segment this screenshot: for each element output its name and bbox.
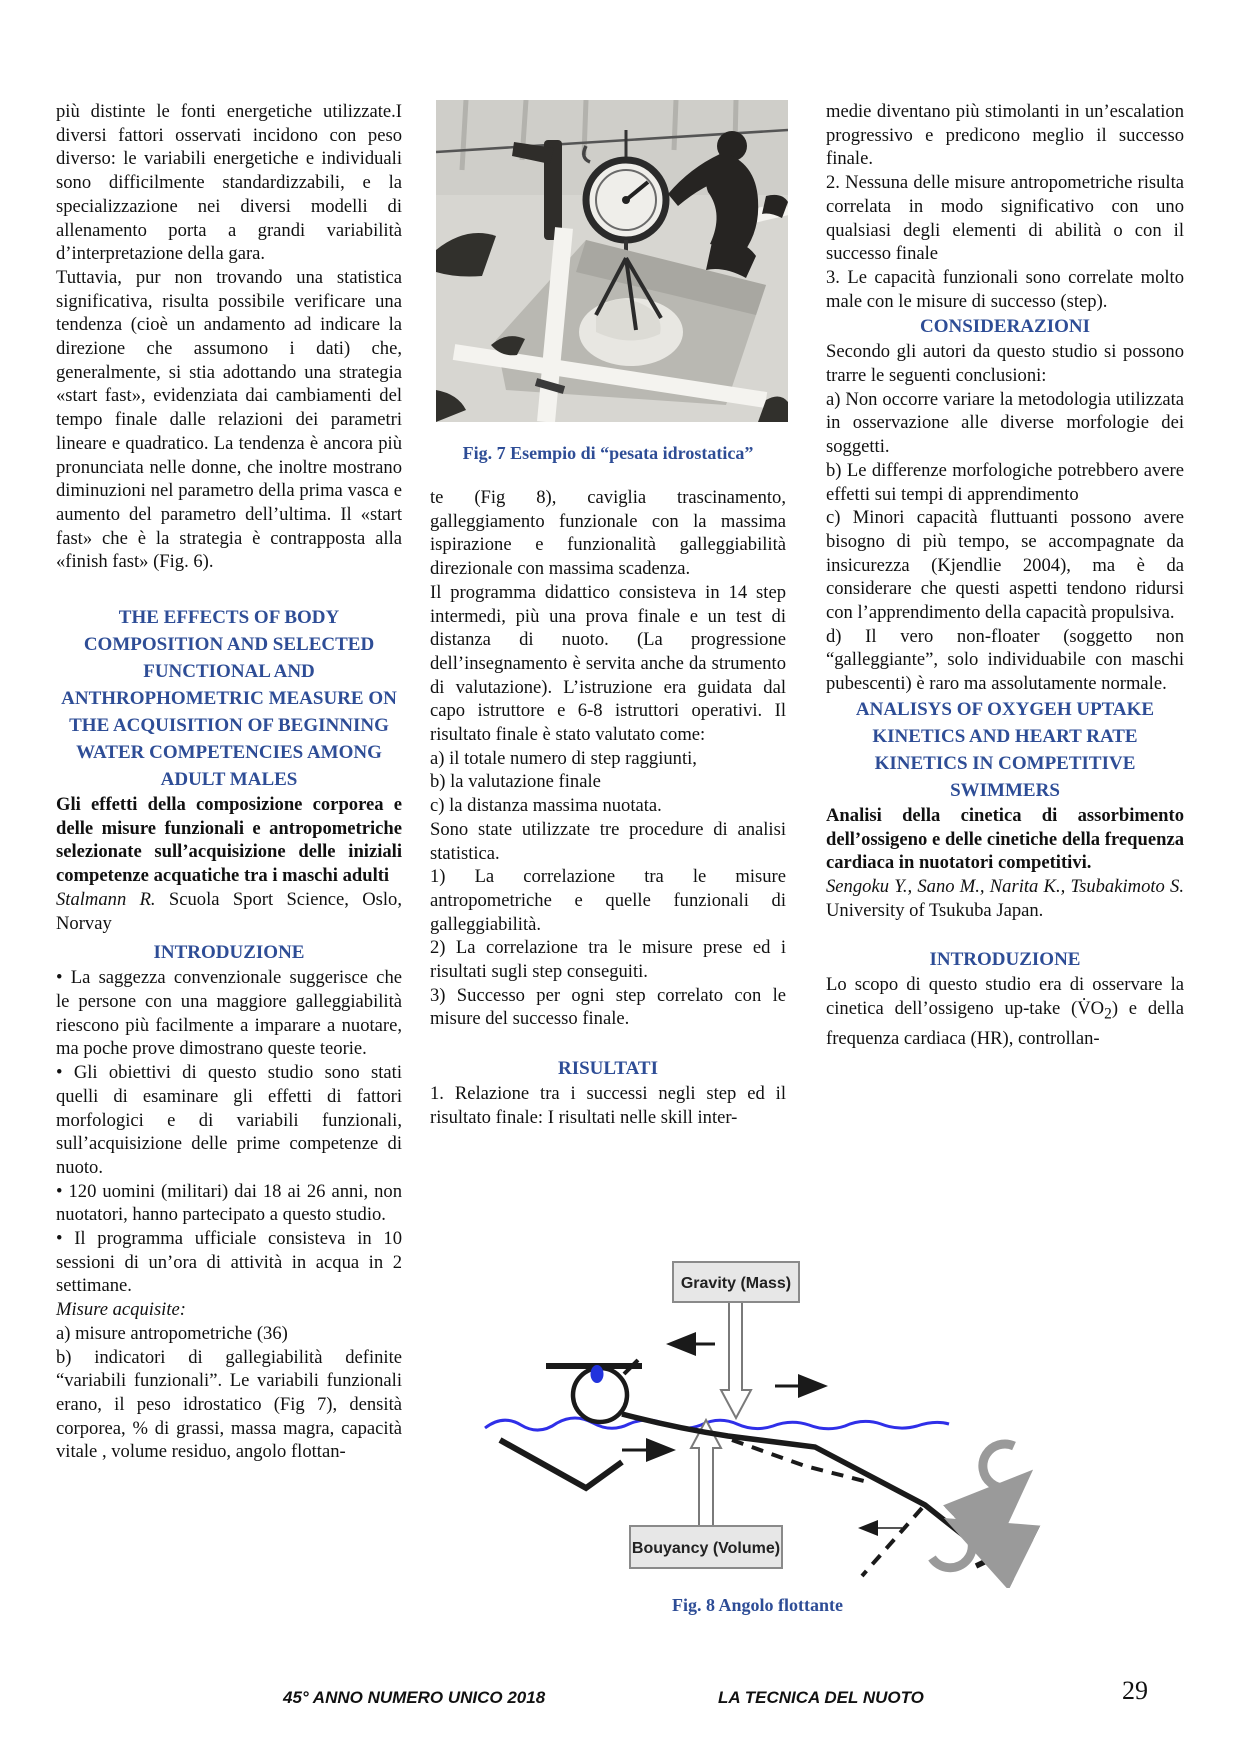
footer-issue: 45° ANNO NUMERO UNICO 2018 (283, 1688, 546, 1707)
middle-column (430, 100, 786, 1130)
article-title-it-2: Analisi della cinetica di assorbimento dell’ossigeno e delle cinetiche della frequenza cardiaca in nuotatori competitivi. (826, 804, 1184, 874)
fig8-caption: Fig. 8 Angolo flottante (672, 1595, 843, 1615)
gravity-label: Gravity (Mass) (680, 1275, 792, 1292)
article-title-en-2: ANALISYS OF OXYGEH UPTAKE KINETICS AND HEART RATE KINETICS IN COMPETITIVE SWIMMERS (855, 698, 1155, 801)
goggle-dot (591, 1365, 604, 1383)
list-item: 2) La correlazione tra le misure prese ed i risultati sugli step conseguiti. (430, 937, 786, 983)
bullet-item: • 120 uomini (militari) dai 18 ai 26 anni, non nuotatori, hanno partecipato a questo studio. (56, 1180, 402, 1226)
list-item: 1) La correlazione tra le misure antropometriche e quelle funzionali di galleggiabilità. (430, 866, 786, 935)
dashed-leg-line (862, 1508, 922, 1576)
list-item: 3) Successo per ogni step correlato con le misure del successo finale. (430, 984, 786, 1030)
list-item: d) Il vero non-floater (soggetto non “galleggiante”, solo individuabile con maschi pubescenti) è raro ma assolutamente normale. (826, 625, 1184, 695)
list-item: a) il totale numero di step raggiunti, (430, 747, 697, 769)
paragraph: 1. Relazione tra i successi negli step ed il risultato finale: I risultati nelle skill inter- (430, 1083, 786, 1128)
bullet-item: • La saggezza convenzionale suggerisce che le persone con una maggiore galleggiabilità riescono più facilmente a imparare a nuotare, ma poche prove dimostrano queste teorie. (56, 967, 402, 1060)
right-column (826, 100, 1184, 1050)
author-line (56, 888, 402, 935)
list-item: b) indicatori di gallegiabilità definite “variabili funzionali”. Le variabili funzionali erano, il peso idrostatico (Fig 7), densità corporea, % di grassi, massa magra, capacità vitale , volume residuo, angolo flottan- (56, 1346, 402, 1463)
list-item: a) Non occorre variare la metodologia utilizzata in osservazione alle diverse morfologie dei soggetti. (826, 388, 1184, 458)
paragraph-text: Lo scopo di questo studio era di osservare la cinetica dell’ossigeno up-take (V̇O (826, 974, 1184, 1020)
paragraph (826, 973, 1184, 1050)
section-heading-introduzione: INTRODUZIONE (153, 942, 305, 964)
paragraph: più distinte le fonti energetiche utilizzate.I diversi fattori osservati incidono con peso diverso: le variabili energetiche e individuali sono difficilmente standardizzabili, e la specializzazione nei diversi modelli di allenamento porta a grandi variabilità d’interpretazione della gara. (56, 101, 402, 265)
author-name: Stalmann R. (56, 888, 156, 910)
authors-line (826, 875, 1184, 922)
lower-arm-line (500, 1440, 622, 1488)
footer-journal-title: LA TECNICA DEL NUOTO (718, 1688, 924, 1707)
bullet-item: • Gli obiettivi di questo studio sono stati quelli di esaminare gli effetti di fattori morfologici e di variabili funzionali, sull’acquisizione delle prime competenze di nuoto. (56, 1062, 402, 1178)
fig8-diagram (470, 1228, 1045, 1588)
article-title-en: THE EFFECTS OF BODY COMPOSITION AND SELECTED FUNCTIONAL AND ANTHROPHOMETRIC MEASURE ON THE ACQUISITION OF BEGINNING WATER COMPETENCIES AMONG ADULT MALES (61, 607, 397, 791)
fig7-caption: Fig. 7 Esempio di “pesata idrostatica” (462, 443, 754, 463)
section-heading-introduzione-2: INTRODUZIONE (929, 949, 1081, 971)
misure-label: Misure acquisite: (56, 1299, 186, 1321)
paragraph: Il programma didattico consisteva in 14 step intermedi, più una prova finale e un test di distanza di nuoto. (La progressione dell’insegnamento è servita anche da strumento di valutazione). L’istruzione era guidata dal capo istruttore e 6-8 istruttori operativi. Il risultato finale è stato valutato come: (430, 581, 786, 746)
list-item: c) la distanza massima nuotata. (430, 795, 662, 817)
fig7-photo (436, 100, 788, 422)
paragraph: Sono state utilizzate tre procedure di analisi statistica. (430, 818, 786, 864)
list-item: c) Minori capacità fluttuanti possono avere bisogno di più tempo, se accompagnate da insicurezza (Kjendlie 2004), ma è da considerare che questi aspetti tendono ridursi con l’apprendimento della capacità propulsiva. (826, 507, 1184, 624)
subscript-2: 2 (1104, 1005, 1112, 1023)
gravity-arrow (721, 1302, 751, 1418)
author-affiliation: Scuola Sport Science, Oslo, Norvay (56, 888, 402, 934)
paragraph: te (Fig 8), caviglia trascinamento, galleggiamento funzionale con la massima ispirazione e funzionalità galleggiabilità direzionale con massima scadenza. (430, 487, 786, 580)
left-column (56, 100, 402, 1464)
list-item: b) Le differenze morfologiche potrebbero avere effetti sui tempi di apprendimento (826, 459, 1184, 505)
paragraph-text: ) e della frequenza cardiaca (HR), controllan- (826, 998, 1184, 1049)
gravity-label-box (673, 1262, 799, 1302)
rotation-arrow-2 (932, 1526, 972, 1568)
buoyancy-label: Bouyancy (Volume) (631, 1540, 781, 1557)
bullet-item: • Il programma ufficiale consisteva in 10 sessioni di un’ora di attività in acqua in 2 settimane. (56, 1228, 402, 1297)
page-number: 29 (1122, 1676, 1148, 1705)
article-title-it: Gli effetti della composizione corporea e delle misure funzionali e antropometriche selezionate sull’acquisizione delle iniziali competenze acquatiche tra i maschi adulti (56, 794, 402, 887)
buoyancy-label-box (630, 1526, 782, 1568)
rotation-arrow-1 (983, 1444, 1020, 1488)
authors-affiliation: University of Tsukuba Japan. (826, 899, 1044, 921)
hydrostatic-weighing-photo (436, 100, 788, 422)
list-item: b) la valutazione finale (430, 771, 601, 793)
paragraph: Secondo gli autori da questo studio si possono trarre le seguenti conclusioni: (826, 341, 1184, 387)
middle-column-text (430, 486, 786, 1130)
paragraph: 3. Le capacità funzionali sono correlate molto male con le misure di successo (step). (826, 266, 1184, 312)
paragraph: medie diventano più stimolanti in un’escalation progressivo e predicono meglio il successo finale. (826, 101, 1184, 170)
paragraph: 2. Nessuna delle misure antropometriche risulta correlata in modo significativo con uno qualsiasi degli elementi di abilità o con il successo finale (826, 172, 1184, 265)
floating-angle-diagram (470, 1228, 1045, 1588)
section-heading-risultati: RISULTATI (558, 1058, 658, 1080)
section-heading-considerazioni: CONSIDERAZIONI (920, 316, 1090, 338)
authors-names: Sengoku Y., Sano M., Narita K., Tsubakimoto S. (826, 875, 1184, 897)
list-item: a) misure antropometriche (36) (56, 1322, 288, 1344)
paragraph: Tuttavia, pur non trovando una statistica significativa, risulta possibile verificare una tendenza (cioè un andamento ad indicare la direzione che assumono i dati) che, generalmente, si stia adottando una strategia «start fast», evidenziata dai cambiamenti del tempo finale dalle relazioni dei parametri lineare e quadratico. La tendenza è ancora più pronunciata nelle donne, che inoltre mostrano diminuzioni nel parametro della prima vasca e aumento del parametro dell’ultima. Il «start fast» che è la strategia è contrapposta alla «finish fast» (Fig. 6). (56, 266, 402, 573)
water-line (485, 1418, 949, 1430)
